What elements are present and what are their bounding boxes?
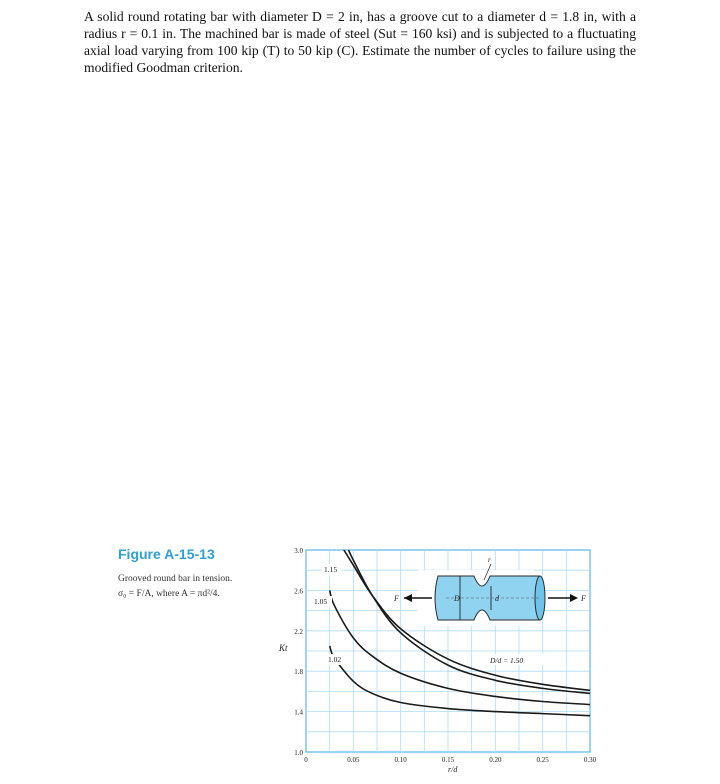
figure-title: Figure A-15-13 [118,546,215,562]
y-tick-label: 1.0 [294,749,303,757]
x-tick-label: 0.20 [489,756,502,764]
caption-line-2: σ₀ = F/A, where A = πd²/4. [118,589,220,599]
x-tick-label: 0.25 [536,756,549,764]
curve-label-115: 1.15 [324,565,338,574]
x-tick-label: 0.05 [347,756,360,764]
right-force-label: F [581,594,586,603]
curve-label-102: 1.02 [328,655,342,664]
left-force-label: F [394,594,399,603]
figure-caption [118,572,288,602]
radius-label: r [488,556,491,564]
x-axis-label: r/d [448,765,458,774]
y-tick-label: 1.8 [294,668,303,677]
y-axis-label: Kt [279,643,288,653]
x-tick-label: 0.30 [583,756,597,764]
dim-label-d: d [495,594,499,603]
x-tick-label: 0.15 [441,756,455,764]
caption-line-1: Grooved round bar in tension. [118,574,233,584]
x-tick-label: 0.10 [394,756,407,764]
dim-label-D: D [454,594,460,603]
curve-label-105: 1.05 [314,597,328,606]
curve-label-150: D/d = 1.50 [490,656,524,665]
y-tick-label: 3.0 [294,547,303,555]
x-tick-label: 0 [304,756,308,764]
kt-chart [270,540,610,776]
problem-statement: A solid round rotating bar with diameter D = 2 in, has a groove cut to a diameter d = 1.8 in, with a radius r = 0.1 in. The machined bar is made of steel (Sut = 160 ksi) and is subjected to a fluctuating axial load varying from 100 kip (T) to 50 kip (C). Estimate the number of cycles to failure using the modified Goodman criterion. [84,9,636,75]
y-tick-label: 1.4 [294,708,303,717]
y-tick-label: 2.2 [294,627,303,636]
y-tick-label: 2.6 [294,587,303,596]
